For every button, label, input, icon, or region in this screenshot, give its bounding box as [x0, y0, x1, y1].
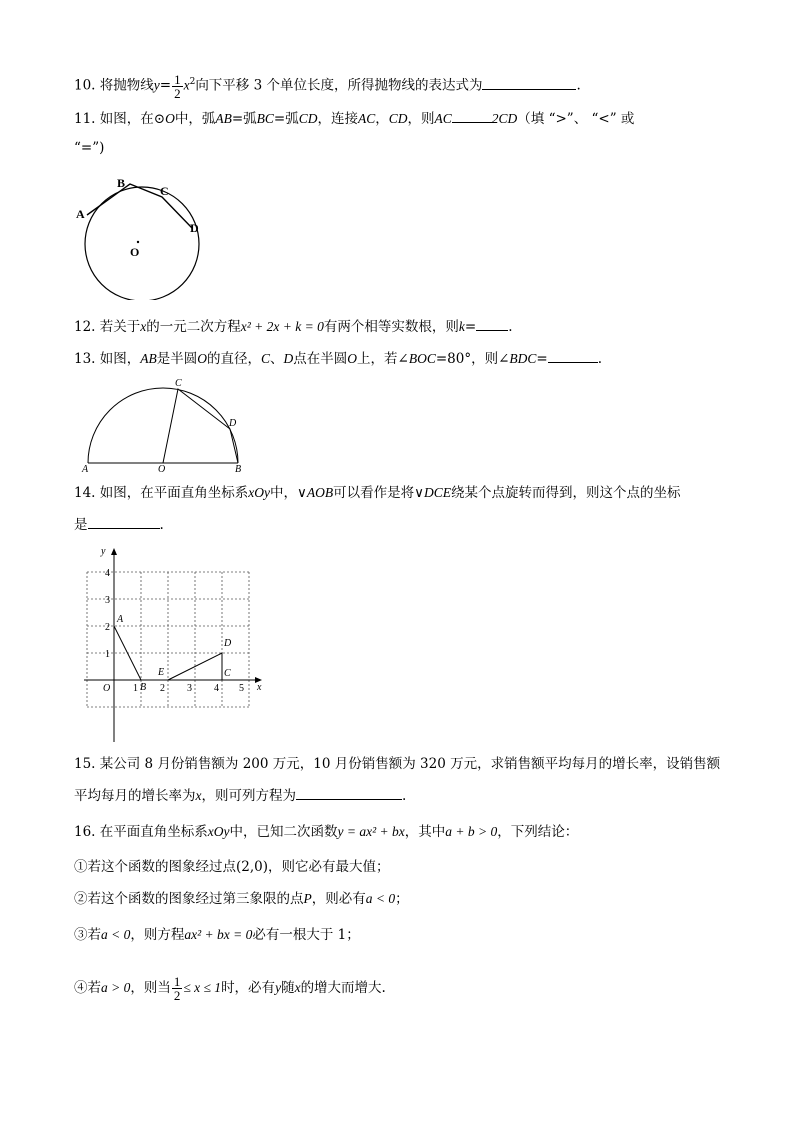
q10-rest: 向下平移 3 个单位长度，所得抛物线的表达式为 — [195, 77, 483, 94]
q14-xtick-1: 1 — [133, 683, 138, 694]
q14-axis-y-label: y — [101, 546, 106, 557]
q16-s2-text: ，则必有 — [311, 891, 366, 907]
q15-end: . — [402, 788, 407, 804]
q16-s4-cond: a > 0 — [101, 980, 131, 995]
q11-BC: BC — [256, 111, 274, 126]
q11-text: 11. 如图，在⊙ — [74, 111, 166, 127]
q16-s2-text: ； — [395, 891, 409, 907]
q16-s4-text: 时，必有 — [221, 980, 276, 996]
q16-statement-2 — [74, 889, 409, 909]
q13-D: D — [283, 351, 294, 366]
q14-y-arrow — [111, 548, 117, 555]
q14-ytick-4: 4 — [105, 568, 110, 579]
q10-answer-blank[interactable] — [482, 75, 576, 90]
q13-end: . — [597, 351, 603, 367]
q13-O: O — [197, 351, 208, 366]
q11-figure — [74, 170, 224, 300]
q11-answer-blank[interactable] — [452, 108, 492, 123]
q14-AOB: AOB — [306, 485, 334, 500]
q13-line — [74, 348, 602, 369]
q14-xtick-O: O — [103, 683, 111, 694]
q16-s2-cond: a < 0 — [365, 891, 396, 906]
q14-point-E: E — [158, 667, 165, 678]
q16-s4-text: ④若 — [74, 980, 101, 996]
q16-s4-y: y — [275, 980, 282, 995]
q11-center-dot — [137, 241, 139, 243]
q11-O: O — [165, 111, 175, 126]
q14-point-C: C — [224, 668, 231, 679]
q10-end: . — [576, 77, 581, 94]
q14-end: . — [159, 517, 164, 533]
q13-AB: AB — [140, 351, 157, 366]
q16-s3-text: ③若 — [74, 927, 101, 943]
q16-s3-text: 必有一根大于 1； — [252, 927, 360, 943]
q16-s4-x: x — [294, 980, 301, 995]
q12-line — [74, 316, 512, 337]
q16-statement-4 — [74, 975, 386, 1002]
q14-answer-blank[interactable] — [88, 514, 160, 529]
q11-text: =弧 — [273, 111, 299, 127]
q11-text: “=”) — [74, 140, 105, 156]
q11-label-A: A — [76, 207, 85, 221]
q14-point-B: B — [140, 682, 147, 693]
q10-text: 10. 将抛物线 — [74, 77, 154, 94]
q16-text: 16. 在平面直角坐标系 — [74, 824, 208, 840]
q15-line1 — [74, 754, 720, 774]
q13-text: 点在半圆 — [293, 351, 348, 367]
q16-s1-text: ①若这个函数的图象经过点 — [74, 859, 236, 875]
q13-label-B: B — [235, 464, 242, 474]
q13-BDC: BDC — [509, 351, 537, 366]
q14-xtick-3: 3 — [187, 683, 192, 694]
q16-s4-frac-den: 2 — [173, 988, 181, 1003]
q16-s2-text: ②若这个函数的图象经过第三象限的点 — [74, 891, 304, 907]
q16-s1-text: ，则它必有最大值； — [268, 859, 390, 875]
q10-fraction — [172, 73, 183, 100]
q16-statement-1 — [74, 857, 390, 877]
q14-xtick-5: 5 — [239, 683, 244, 694]
q14-xOy: xOy — [248, 485, 270, 500]
q14-line2 — [74, 514, 164, 535]
q14-text: 中，∨ — [270, 485, 307, 501]
q14-xtick-4: 4 — [214, 683, 219, 694]
q12-var-x: x — [140, 319, 147, 334]
q13-label-O: O — [158, 464, 166, 474]
q11-2CD: 2CD — [491, 111, 518, 126]
q12-end: . — [508, 319, 513, 335]
q16-s1-point: (2,0) — [236, 859, 269, 875]
q13-chords — [163, 389, 238, 463]
q11-chords — [87, 184, 192, 228]
q11-label-B: B — [117, 176, 126, 190]
q11-line2 — [74, 138, 104, 158]
q13-text: 是半圆 — [156, 351, 198, 367]
q14-ytick-1: 1 — [105, 649, 110, 660]
q10-line — [74, 72, 581, 100]
q11-CD: CD — [388, 111, 408, 126]
q12-answer-blank[interactable] — [476, 316, 508, 331]
q10-var-y: y — [153, 77, 160, 93]
q11-line1 — [74, 108, 634, 129]
q13-text: 的直径， — [207, 351, 262, 367]
q12-var-k: k — [458, 319, 465, 334]
q11-AB: AB — [215, 111, 232, 126]
q15-text: ，则可列方程为 — [201, 788, 296, 804]
q13-O: O — [347, 351, 358, 366]
q10-frac-num: 1 — [174, 71, 181, 87]
q13-answer-blank[interactable] — [548, 348, 598, 363]
q15-text: 平均每月的增长率为 — [74, 788, 196, 804]
q16-condition: a + b > 0 — [445, 824, 498, 839]
q12-text: 有两个相等实数根，则 — [323, 319, 459, 335]
q16-statement-3 — [74, 925, 360, 945]
q11-AC: AC — [434, 111, 452, 126]
q10-sq: 2 — [189, 77, 196, 87]
q14-point-D: D — [224, 638, 232, 649]
q10-eq: = — [159, 77, 172, 94]
q13-figure — [78, 376, 253, 474]
q13-label-A: A — [82, 464, 89, 474]
q11-text: ，连接 — [317, 111, 358, 127]
q15-var-x: x — [195, 788, 202, 803]
q14-figure — [74, 542, 274, 742]
q14-text: 可以看作是将∨ — [333, 485, 425, 501]
q13-text: = — [536, 351, 548, 367]
q13-text: =80°，则∠ — [435, 351, 510, 367]
q14-text: 是 — [74, 517, 88, 533]
q11-label-O: O — [130, 245, 140, 259]
q14-axis-x-label: x — [257, 682, 262, 693]
q14-text: 绕某个点旋转而得到，则这个点的坐标 — [451, 485, 681, 501]
q13-BOC: BOC — [408, 351, 436, 366]
q16-text: ，其中 — [404, 824, 446, 840]
q11-text: ， — [375, 111, 389, 127]
q16-text: 中，已知二次函数 — [229, 824, 338, 840]
q12-text: = — [464, 319, 477, 335]
q14-text: 14. 如图，在平面直角坐标系 — [74, 485, 249, 501]
q11-text: 中，弧 — [174, 111, 216, 127]
q13-label-C: C — [175, 378, 182, 389]
q11-label-C: C — [160, 184, 169, 198]
q14-line1 — [74, 483, 681, 503]
q16-s4-text: ，则当 — [130, 980, 171, 996]
q16-text: ，下列结论： — [497, 824, 579, 840]
q16-s4-text: 的增大而增大. — [300, 980, 386, 996]
q16-xOy: xOy — [207, 824, 230, 839]
q11-text: =弧 — [231, 111, 257, 127]
q15-text: 15. 某公司 8 月份销售额为 200 万元，10 月份销售额为 320 万元，求销售额平均每月的增长率，设销售额 — [74, 756, 721, 772]
q16-s4-fraction — [172, 975, 183, 1002]
q11-text: ，则 — [407, 111, 435, 127]
q16-line — [74, 822, 578, 842]
q11-CD: CD — [298, 111, 318, 126]
q14-ytick-2: 2 — [105, 622, 110, 633]
q16-s3-text: ，则方程 — [130, 927, 185, 943]
q15-answer-blank[interactable] — [296, 785, 402, 800]
q11-AC: AC — [357, 111, 376, 126]
q10-frac-den: 2 — [174, 85, 181, 101]
q13-text: 13. 如图， — [74, 351, 141, 367]
q16-s3-equation: ax² + bx = 0 — [184, 927, 253, 942]
q13-text: 、 — [270, 351, 284, 367]
q13-C: C — [261, 351, 271, 366]
q11-label-D: D — [190, 221, 199, 235]
q14-point-A: A — [117, 614, 124, 625]
q14-ytick-3: 3 — [105, 595, 110, 606]
q12-equation: x² + 2x + k = 0 — [240, 319, 324, 334]
q13-semicircle — [88, 388, 238, 463]
q14-DCE: DCE — [424, 485, 452, 500]
q12-text: 12. 若关于 — [74, 319, 141, 335]
q12-text: 的一元二次方程 — [146, 319, 241, 335]
q16-s2-P: P — [303, 891, 312, 906]
q13-label-D: D — [229, 418, 237, 429]
q16-s4-frac-num: 1 — [173, 974, 181, 989]
q16-s4-text: 随 — [281, 980, 295, 996]
q10-var-x: x — [183, 77, 190, 93]
q11-text: （填 “>”、 “<” 或 — [517, 111, 635, 127]
q16-function: y = ax² + bx — [337, 824, 405, 839]
q16-s3-cond: a < 0 — [101, 927, 131, 942]
q15-line2 — [74, 785, 406, 806]
q16-s4-range: ≤ x ≤ 1 — [183, 980, 222, 995]
q14-xtick-2: 2 — [160, 683, 165, 694]
q13-text: 上，若∠ — [357, 351, 409, 367]
